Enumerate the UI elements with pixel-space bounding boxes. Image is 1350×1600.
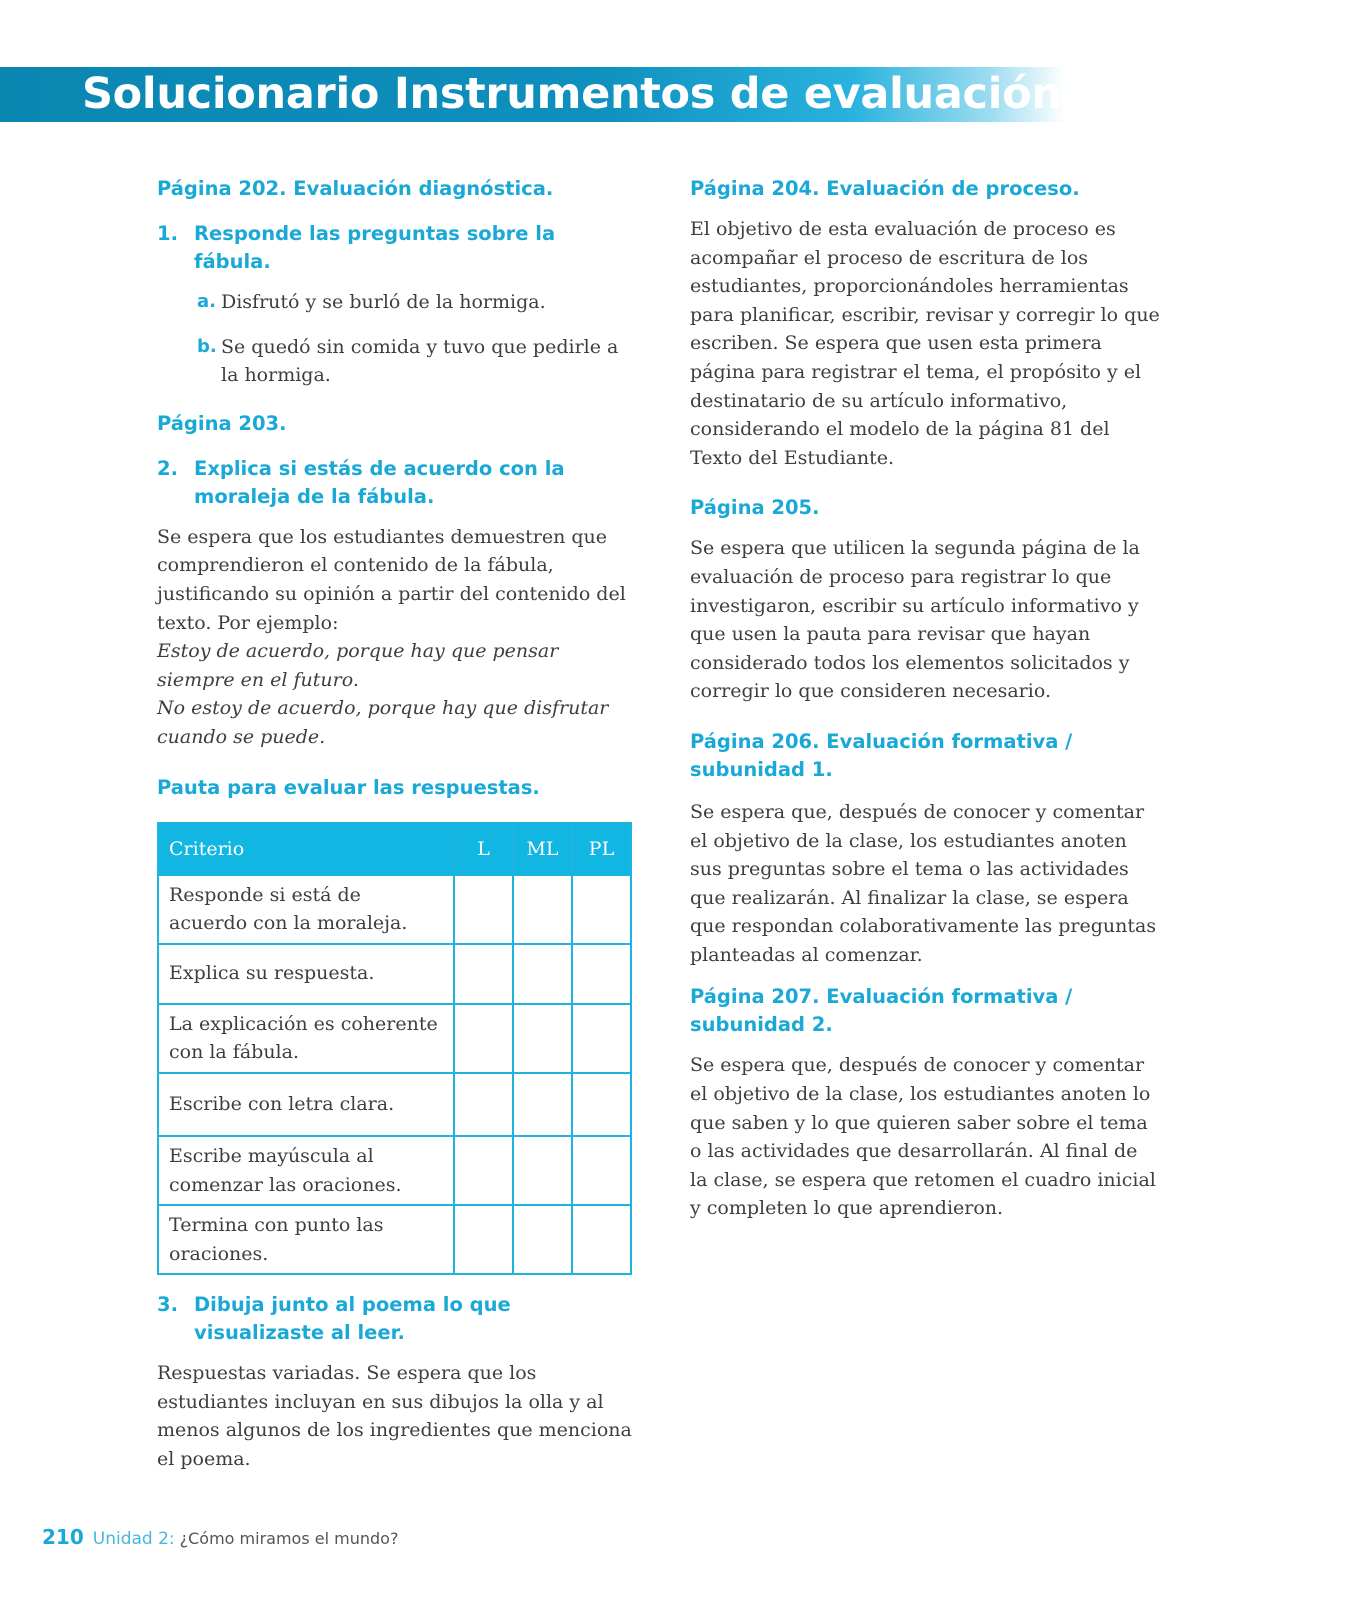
checkbox-cell-pl bbox=[572, 1205, 631, 1274]
section-heading-p204: Página 204. Evaluación de proceso. bbox=[690, 177, 1080, 200]
answer-letter: a. bbox=[197, 291, 216, 312]
section-heading-line: subunidad 1. bbox=[690, 757, 833, 781]
checkbox-cell-pl bbox=[572, 1073, 631, 1136]
unit-title: ¿Cómo miramos el mundo? bbox=[179, 1529, 399, 1548]
answer-1b bbox=[197, 333, 632, 390]
answer-paragraph: Se espera que los estudiantes demuestren que comprendieron el contenido de la fábula, justificando su opinión a partir del contenido del texto. Por ejemplo: bbox=[157, 525, 626, 634]
answer-letter: b. bbox=[197, 335, 217, 357]
example-answer-1: Estoy de acuerdo, porque hay que pensar siempre en el futuro. bbox=[157, 640, 559, 691]
checkbox-cell-pl bbox=[572, 875, 631, 944]
example-answer-2: No estoy de acuerdo, porque hay que disfrutar cuando se puede. bbox=[157, 697, 609, 748]
page-number: 210 bbox=[42, 1525, 84, 1549]
section-text-p207: Se espera que, después de conocer y comentar el objetivo de la clase, los estudiantes anoten lo que saben y lo que quieren saber sobre el tema o las actividades que desarrollarán. Al final de la clase, se espera que retomen el cuadro inicial y completen lo que aprendieron. bbox=[690, 1054, 1156, 1220]
question-number: 1. bbox=[157, 222, 178, 245]
criterion-cell: Escribe mayúscula al comenzar las oraciones. bbox=[158, 1136, 454, 1205]
question-text: Dibuja junto al poema lo que visualizaste al leer. bbox=[194, 1293, 511, 1345]
rubric-heading: Pauta para evaluar las respuestas. bbox=[157, 775, 540, 799]
question-2 bbox=[157, 455, 632, 511]
checkbox-cell-pl bbox=[572, 1004, 631, 1073]
section-heading-p202: Página 202. Evaluación diagnóstica. bbox=[157, 177, 554, 200]
section-heading-p206 bbox=[690, 728, 1160, 784]
criterion-cell: Escribe con letra clara. bbox=[158, 1073, 454, 1136]
question-text: Responde las preguntas sobre la fábula. bbox=[194, 222, 556, 273]
criterion-cell: Responde si está de acuerdo con la moraleja. bbox=[158, 875, 454, 944]
unit-label: Unidad 2: bbox=[92, 1529, 175, 1549]
criterion-cell: Termina con punto las oraciones. bbox=[158, 1205, 454, 1274]
table-row bbox=[158, 944, 631, 1004]
right-column bbox=[690, 175, 1160, 1223]
column-header-ml: ML bbox=[513, 823, 572, 875]
checkbox-cell-ml bbox=[513, 944, 572, 1004]
checkbox-cell-ml bbox=[513, 1004, 572, 1073]
title-banner bbox=[0, 67, 1065, 122]
checkbox-cell-l bbox=[454, 1004, 513, 1073]
answer-text: Se quedó sin comida y tuvo que pedirle a la hormiga. bbox=[221, 335, 619, 387]
table-row bbox=[158, 1004, 631, 1073]
section-text-p205: Se espera que utilicen la segunda página de la evaluación de proceso para registrar lo que investigaron, escribir su artículo informativo y que usen la pauta para revisar que hayan considerado todos los elementos solicitados y corregir lo que consideren necesario. bbox=[690, 537, 1140, 703]
column-header-l: L bbox=[454, 823, 513, 875]
checkbox-cell-pl bbox=[572, 1136, 631, 1205]
checkbox-cell-l bbox=[454, 944, 513, 1004]
criterion-cell: Explica su respuesta. bbox=[158, 944, 454, 1004]
table-row bbox=[158, 875, 631, 944]
section-text-p204: El objetivo de esta evaluación de proceso es acompañar el proceso de escritura de los estudiantes, proporcionándoles herramientas para planificar, escribir, revisar y corregir lo que escriben. Se espera que usen esta primera página para registrar el tema, el propósito y el destinatario de su artículo informativo, considerando el modelo de la página 81 del Texto del Estudiante. bbox=[690, 218, 1160, 469]
page-title: Solucionario Instrumentos de evaluación bbox=[82, 69, 1062, 119]
left-column bbox=[157, 175, 632, 1474]
rubric-table bbox=[157, 822, 632, 1276]
table-row bbox=[158, 1136, 631, 1205]
question-number: 3. bbox=[157, 1293, 178, 1317]
checkbox-cell-l bbox=[454, 875, 513, 944]
section-heading-line: Página 207. Evaluación formativa / bbox=[690, 985, 1073, 1009]
answer-paragraph: Respuestas variadas. Se espera que los estudiantes incluyan en sus dibujos la olla y al menos algunos de los ingredientes que menciona el poema. bbox=[157, 1362, 632, 1471]
table-row bbox=[158, 1205, 631, 1274]
section-text-p206: Se espera que, después de conocer y comentar el objetivo de la clase, los estudiantes anoten sus preguntas sobre el tema o las actividades que realizarán. Al finalizar la clase, se espera que respondan colaborativamente las preguntas planteadas al comenzar. bbox=[690, 800, 1157, 966]
checkbox-cell-pl bbox=[572, 944, 631, 1004]
section-heading-p207 bbox=[690, 983, 1160, 1039]
section-heading-p205: Página 205. bbox=[690, 496, 820, 520]
answer-1a bbox=[197, 288, 632, 317]
table-row bbox=[158, 1073, 631, 1136]
page-footer bbox=[42, 1525, 398, 1549]
checkbox-cell-l bbox=[454, 1205, 513, 1274]
table-header-row bbox=[158, 823, 631, 875]
section-heading-p203: Página 203. bbox=[157, 411, 287, 435]
section-heading-line: Página 206. Evaluación formativa / bbox=[690, 729, 1073, 753]
question-text: Explica si estás de acuerdo con la moraleja de la fábula. bbox=[194, 456, 565, 508]
criterion-cell: La explicación es coherente con la fábula. bbox=[158, 1004, 454, 1073]
checkbox-cell-l bbox=[454, 1136, 513, 1205]
section-heading-line: subunidad 2. bbox=[690, 1013, 833, 1037]
question-number: 2. bbox=[157, 456, 178, 480]
checkbox-cell-ml bbox=[513, 1205, 572, 1274]
question-3 bbox=[157, 1291, 632, 1347]
answer-text: Disfrutó y se burló de la hormiga. bbox=[221, 291, 546, 313]
column-header-pl: PL bbox=[572, 823, 631, 875]
checkbox-cell-ml bbox=[513, 1136, 572, 1205]
checkbox-cell-ml bbox=[513, 875, 572, 944]
column-header-criterio: Criterio bbox=[158, 823, 454, 875]
question-1 bbox=[157, 220, 632, 276]
checkbox-cell-ml bbox=[513, 1073, 572, 1136]
checkbox-cell-l bbox=[454, 1073, 513, 1136]
